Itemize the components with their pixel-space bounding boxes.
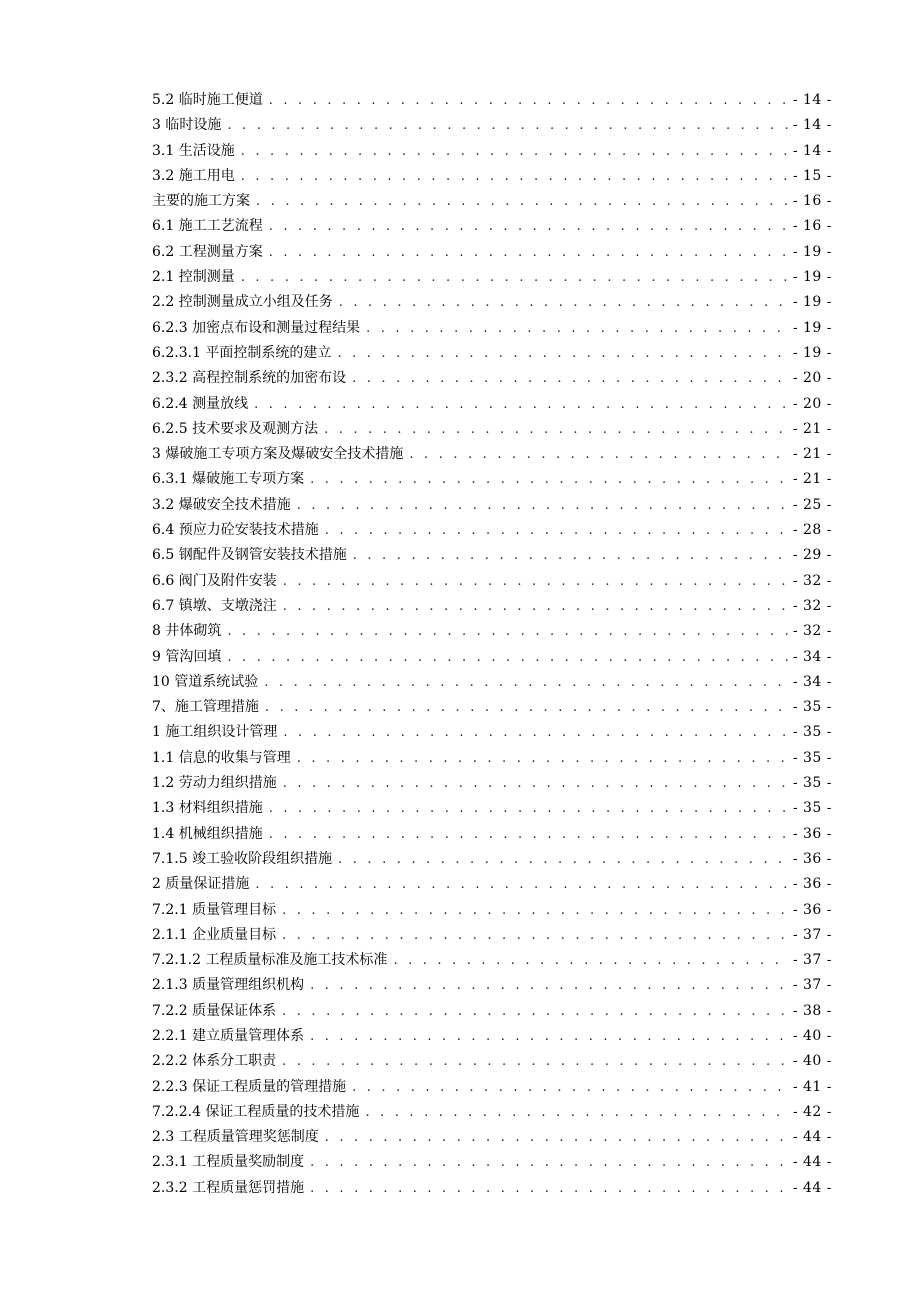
toc-entry-title: 2.1.1 企业质量目标 xyxy=(152,926,277,943)
toc-entry-page-number: - 37 - xyxy=(792,926,832,943)
toc-entry-page-number: - 36 - xyxy=(792,850,832,867)
toc-entry-title: 主要的施工方案 xyxy=(152,193,250,210)
toc-entry-title: 6.6 阀门及附件安装 xyxy=(152,572,277,589)
toc-dot-leader xyxy=(269,822,789,847)
toc-entry-page-number: - 25 - xyxy=(792,496,832,513)
toc-entry-title: 10 管道系统试验 xyxy=(152,673,259,690)
toc-dot-leader xyxy=(256,189,789,214)
toc-entry[interactable] xyxy=(152,518,832,543)
toc-entry-page-number: - 34 - xyxy=(792,673,832,690)
toc-entry-title: 2.1.3 质量管理组织机构 xyxy=(152,977,305,994)
toc-entry[interactable] xyxy=(152,1100,832,1125)
toc-entry[interactable] xyxy=(152,645,832,670)
toc-entry[interactable] xyxy=(152,569,832,594)
toc-entry-title: 2.3.2 工程质量惩罚措施 xyxy=(152,1179,305,1196)
toc-dot-leader xyxy=(352,1075,789,1100)
toc-dot-leader xyxy=(409,442,788,467)
toc-entry-page-number: - 21 - xyxy=(792,446,832,463)
toc-entry[interactable] xyxy=(152,720,832,745)
toc-dot-leader xyxy=(325,518,789,543)
toc-dot-leader xyxy=(264,670,789,695)
toc-entry-title: 7、施工管理措施 xyxy=(152,699,259,716)
toc-entry[interactable] xyxy=(152,847,832,872)
toc-entry[interactable] xyxy=(152,746,832,771)
toc-dot-leader xyxy=(283,594,789,619)
toc-dot-leader xyxy=(241,265,789,290)
toc-entry-page-number: - 40 - xyxy=(792,1053,832,1070)
toc-entry-title: 2.3.1 工程质量奖励制度 xyxy=(152,1154,305,1171)
toc-entry-page-number: - 37 - xyxy=(792,977,832,994)
toc-entry-title: 2.3 工程质量管理奖惩制度 xyxy=(152,1129,319,1146)
toc-dot-leader xyxy=(227,645,788,670)
toc-entry-page-number: - 32 - xyxy=(792,572,832,589)
toc-entry-title: 2 质量保证措施 xyxy=(152,876,250,893)
toc-entry-title: 2.3.2 高程控制系统的加密布设 xyxy=(152,370,347,387)
toc-dot-leader xyxy=(310,1176,789,1201)
toc-dot-leader xyxy=(352,366,789,391)
toc-dot-leader xyxy=(297,493,789,518)
toc-entry[interactable] xyxy=(152,1075,832,1100)
toc-entry[interactable] xyxy=(152,1176,832,1201)
toc-entry[interactable] xyxy=(152,265,832,290)
toc-entry-page-number: - 19 - xyxy=(792,243,832,260)
toc-entry-title: 7.1.5 竣工验收阶段组织措施 xyxy=(152,850,333,867)
toc-dot-leader xyxy=(283,569,789,594)
toc-entry-page-number: - 16 - xyxy=(792,193,832,210)
toc-entry-page-number: - 19 - xyxy=(792,344,832,361)
toc-dot-leader xyxy=(325,1125,789,1150)
toc-entry-page-number: - 20 - xyxy=(792,395,832,412)
toc-entry[interactable] xyxy=(152,240,832,265)
toc-entry-page-number: - 19 - xyxy=(792,319,832,336)
toc-entry[interactable] xyxy=(152,822,832,847)
toc-entry[interactable] xyxy=(152,796,832,821)
toc-dot-leader xyxy=(254,392,789,417)
toc-entry[interactable] xyxy=(152,594,832,619)
toc-entry[interactable] xyxy=(152,214,832,239)
toc-dot-leader xyxy=(282,898,789,923)
toc-entry[interactable] xyxy=(152,973,832,998)
toc-entry[interactable] xyxy=(152,948,832,973)
toc-dot-leader xyxy=(365,1100,788,1125)
toc-entry-page-number: - 19 - xyxy=(792,269,832,286)
toc-dot-leader xyxy=(282,923,789,948)
toc-dot-leader xyxy=(310,1150,789,1175)
toc-entry[interactable] xyxy=(152,619,832,644)
toc-dot-leader xyxy=(353,543,789,568)
toc-entry-page-number: - 14 - xyxy=(792,92,832,108)
toc-entry-page-number: - 32 - xyxy=(792,623,832,640)
toc-entry-page-number: - 35 - xyxy=(792,749,832,766)
toc-entry-title: 6.2.4 测量放线 xyxy=(152,395,249,412)
toc-entry-page-number: - 34 - xyxy=(792,648,832,665)
toc-entry-title: 7.2.2 质量保证体系 xyxy=(152,1002,277,1019)
toc-entry-title: 1.4 机械组织措施 xyxy=(152,825,263,842)
toc-dot-leader xyxy=(339,290,789,315)
toc-entry-page-number: - 44 - xyxy=(792,1154,832,1171)
toc-entry-title: 6.2.3.1 平面控制系统的建立 xyxy=(152,344,332,361)
toc-entry-page-number: - 15 - xyxy=(792,167,832,184)
toc-entry[interactable] xyxy=(152,341,832,366)
toc-entry-title: 6.4 预应力砼安装技术措施 xyxy=(152,522,319,539)
toc-entry[interactable] xyxy=(152,88,832,113)
toc-entry[interactable] xyxy=(152,164,832,189)
toc-entry-page-number: - 14 - xyxy=(792,117,832,134)
toc-entry[interactable] xyxy=(152,1049,832,1074)
toc-entry[interactable] xyxy=(152,290,832,315)
toc-entry-title: 8 井体砌筑 xyxy=(152,623,222,640)
toc-dot-leader xyxy=(310,467,789,492)
toc-dot-leader xyxy=(310,1024,789,1049)
toc-entry-title: 3.1 生活设施 xyxy=(152,142,235,159)
toc-entry[interactable] xyxy=(152,113,832,138)
toc-entry-title: 9 管沟回填 xyxy=(152,648,222,665)
toc-dot-leader xyxy=(241,139,789,164)
toc-entry-title: 1.1 信息的收集与管理 xyxy=(152,749,291,766)
toc-dot-leader xyxy=(269,214,789,239)
toc-entry-page-number: - 21 - xyxy=(792,471,832,488)
toc-dot-leader xyxy=(255,872,788,897)
toc-entry-title: 5.2 临时施工便道 xyxy=(152,92,263,108)
toc-entry[interactable] xyxy=(152,392,832,417)
toc-entry[interactable] xyxy=(152,493,832,518)
toc-entry-title: 6.2.3 加密点布设和测量过程结果 xyxy=(152,319,361,336)
toc-entry-title: 7.2.1 质量管理目标 xyxy=(152,901,277,918)
toc-dot-leader xyxy=(337,341,788,366)
toc-dot-leader xyxy=(366,316,789,341)
toc-entry[interactable] xyxy=(152,1024,832,1049)
toc-dot-leader xyxy=(269,88,789,113)
toc-entry-page-number: - 35 - xyxy=(792,800,832,817)
toc-dot-leader xyxy=(265,695,789,720)
toc-entry-page-number: - 16 - xyxy=(792,218,832,235)
toc-dot-leader xyxy=(283,771,789,796)
toc-entry-page-number: - 36 - xyxy=(792,901,832,918)
toc-entry-title: 6.2.5 技术要求及观测方法 xyxy=(152,420,319,437)
toc-entry[interactable] xyxy=(152,189,832,214)
toc-entry[interactable] xyxy=(152,417,832,442)
toc-entry-page-number: - 35 - xyxy=(792,699,832,716)
toc-dot-leader xyxy=(324,417,789,442)
toc-entry-title: 1.2 劳动力组织措施 xyxy=(152,775,277,792)
toc-entry-title: 2.1 控制测量 xyxy=(152,269,235,286)
toc-entry[interactable] xyxy=(152,1125,832,1150)
toc-entry-page-number: - 35 - xyxy=(792,775,832,792)
toc-dot-leader xyxy=(338,847,789,872)
toc-entry[interactable] xyxy=(152,923,832,948)
toc-dot-leader xyxy=(269,240,789,265)
toc-entry-title: 6.2 工程测量方案 xyxy=(152,243,263,260)
toc-entry[interactable] xyxy=(152,467,832,492)
toc-entry-title: 2.2.3 保证工程质量的管理措施 xyxy=(152,1078,347,1095)
toc-entry-page-number: - 20 - xyxy=(792,370,832,387)
toc-entry-page-number: - 40 - xyxy=(792,1027,832,1044)
toc-entry-page-number: - 42 - xyxy=(792,1103,832,1120)
toc-entry-title: 1.3 材料组织措施 xyxy=(152,800,263,817)
toc-dot-leader xyxy=(393,948,788,973)
table-of-contents xyxy=(152,88,832,1201)
toc-entry[interactable] xyxy=(152,898,832,923)
toc-entry-title: 6.3.1 爆破施工专项方案 xyxy=(152,471,305,488)
toc-entry-title: 2.2 控制测量成立小组及任务 xyxy=(152,294,333,311)
toc-entry-page-number: - 44 - xyxy=(792,1179,832,1196)
toc-entry-title: 6.7 镇墩、支墩浇注 xyxy=(152,597,277,614)
toc-entry-title: 3 临时设施 xyxy=(152,117,222,134)
toc-dot-leader xyxy=(283,720,788,745)
toc-dot-leader xyxy=(269,796,789,821)
toc-entry-page-number: - 41 - xyxy=(792,1078,832,1095)
toc-entry-page-number: - 36 - xyxy=(792,825,832,842)
toc-entry[interactable] xyxy=(152,316,832,341)
toc-dot-leader xyxy=(241,164,789,189)
toc-entry[interactable] xyxy=(152,695,832,720)
toc-entry-page-number: - 14 - xyxy=(792,142,832,159)
toc-entry[interactable] xyxy=(152,366,832,391)
toc-entry-title: 3.2 爆破安全技术措施 xyxy=(152,496,291,513)
toc-entry-page-number: - 44 - xyxy=(792,1129,832,1146)
toc-entry-title: 3 爆破施工专项方案及爆破安全技术措施 xyxy=(152,446,404,463)
toc-entry[interactable] xyxy=(152,999,832,1024)
toc-entry[interactable] xyxy=(152,872,832,897)
toc-entry-title: 2.2.1 建立质量管理体系 xyxy=(152,1027,305,1044)
toc-entry-title: 7.2.2.4 保证工程质量的技术措施 xyxy=(152,1103,360,1120)
toc-entry-page-number: - 38 - xyxy=(792,1002,832,1019)
toc-entry-page-number: - 37 - xyxy=(792,952,832,969)
toc-entry-title: 7.2.1.2 工程质量标准及施工技术标准 xyxy=(152,952,388,969)
toc-entry[interactable] xyxy=(152,442,832,467)
toc-dot-leader xyxy=(297,746,789,771)
toc-dot-leader xyxy=(227,619,788,644)
toc-entry-title: 6.5 钢配件及钢管安装技术措施 xyxy=(152,547,347,564)
toc-entry[interactable] xyxy=(152,543,832,568)
toc-entry-page-number: - 28 - xyxy=(792,522,832,539)
toc-entry-title: 6.1 施工工艺流程 xyxy=(152,218,263,235)
toc-entry-title: 2.2.2 体系分工职责 xyxy=(152,1053,277,1070)
toc-entry-title: 3.2 施工用电 xyxy=(152,167,235,184)
toc-entry[interactable] xyxy=(152,139,832,164)
toc-entry[interactable] xyxy=(152,771,832,796)
toc-dot-leader xyxy=(282,1049,789,1074)
toc-dot-leader xyxy=(310,973,789,998)
toc-dot-leader xyxy=(282,999,789,1024)
toc-entry-page-number: - 36 - xyxy=(792,876,832,893)
toc-entry-title: 1 施工组织设计管理 xyxy=(152,724,278,741)
toc-entry[interactable] xyxy=(152,1150,832,1175)
toc-entry-page-number: - 19 - xyxy=(792,294,832,311)
toc-entry-page-number: - 21 - xyxy=(792,420,832,437)
toc-entry-page-number: - 29 - xyxy=(792,547,832,564)
toc-entry-page-number: - 32 - xyxy=(792,597,832,614)
toc-dot-leader xyxy=(227,113,788,138)
toc-entry-page-number: - 35 - xyxy=(792,724,832,741)
toc-entry[interactable] xyxy=(152,670,832,695)
